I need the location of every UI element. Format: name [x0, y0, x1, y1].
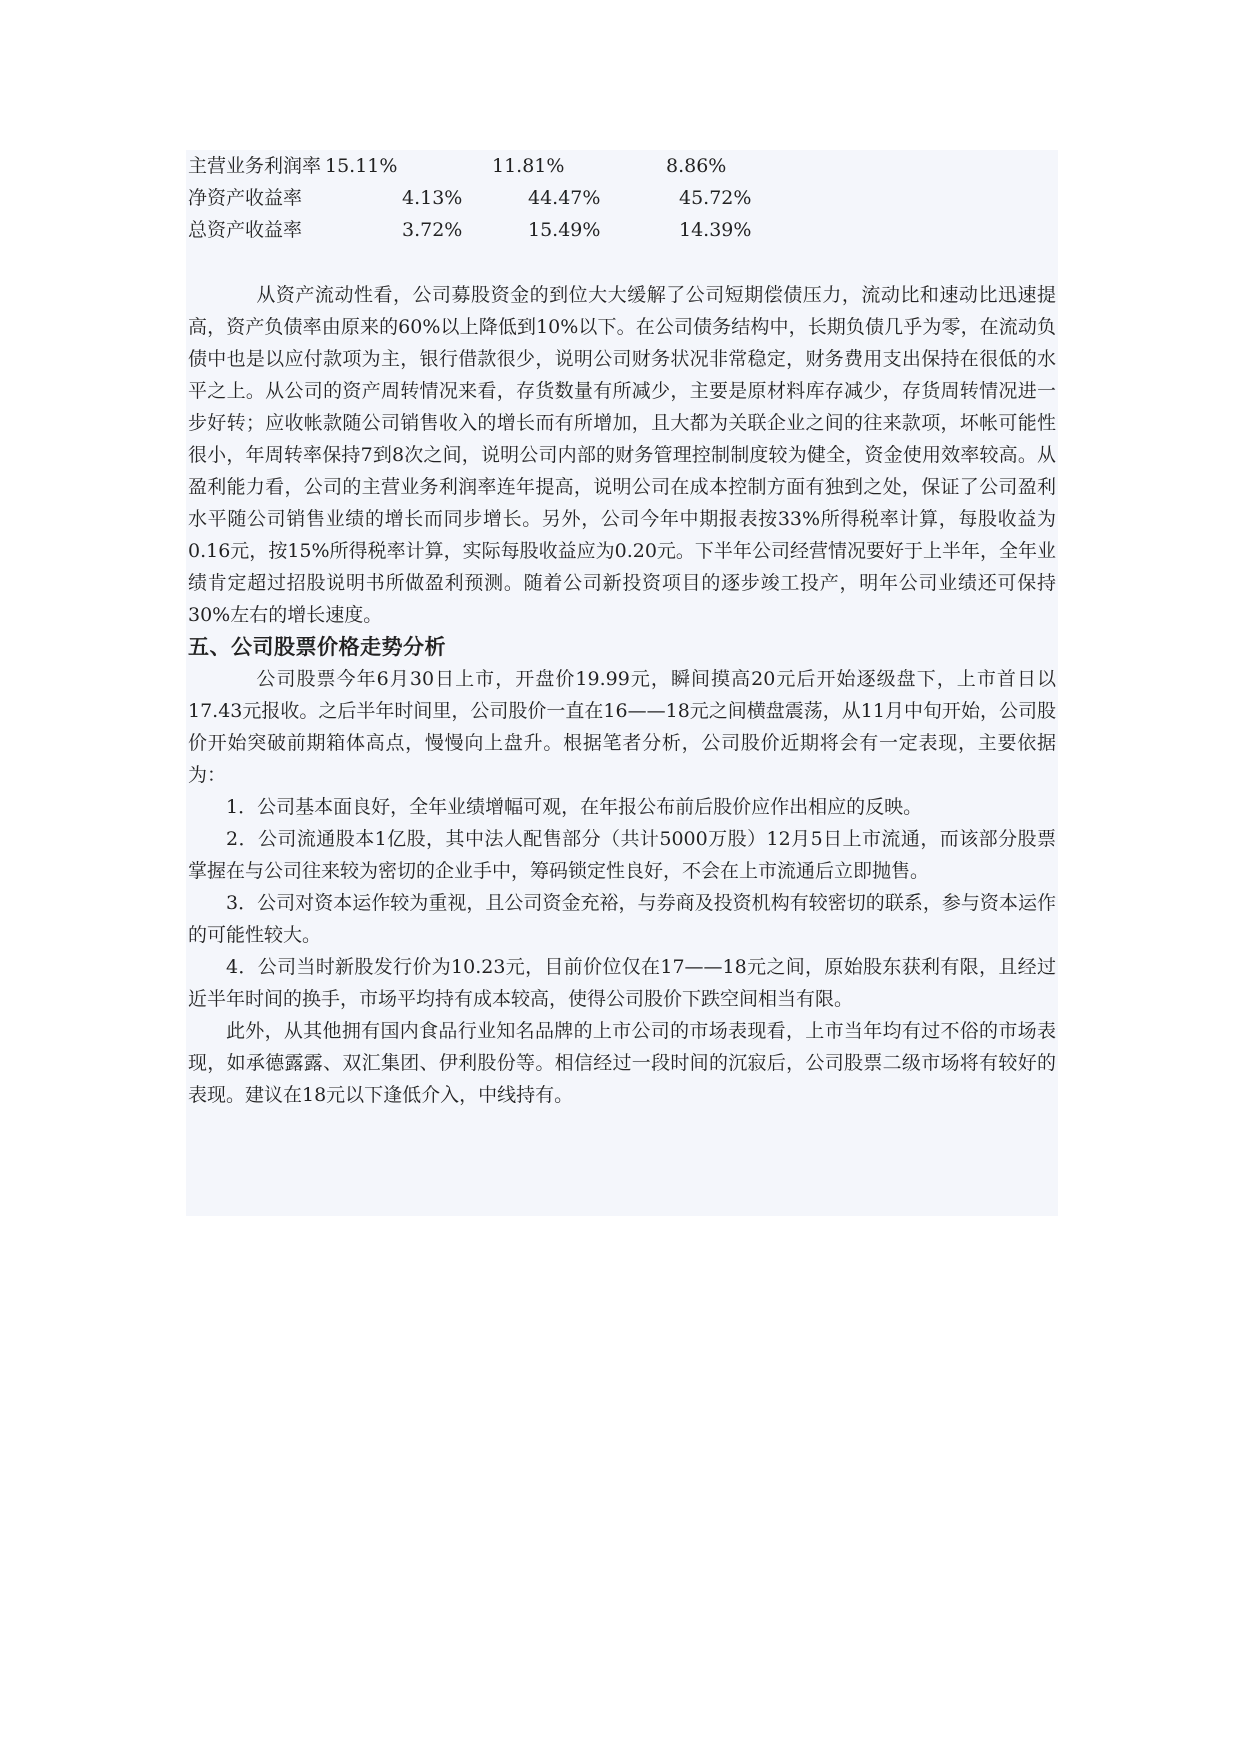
metrics-table [188, 150, 1056, 246]
metric-value: 11.81% [492, 155, 565, 177]
list-item: 2．公司流通股本1亿股，其中法人配售部分（共计5000万股）12月5日上市流通，而该部分股票掌握在与公司往来较为密切的企业手中，筹码锁定性良好，不会在上市流通后立即抛售。 [188, 828, 1056, 882]
metric-label: 净资产收益率 [188, 187, 303, 209]
metric-value: 3.72% [402, 219, 463, 241]
metric-label: 主营业务利润率 [188, 155, 322, 177]
list-item: 3．公司对资本运作较为重视，且公司资金充裕，与券商及投资机构有较密切的联系，参与资本运作的可能性较大。 [188, 892, 1056, 946]
list-item: 4．公司当时新股发行价为10.23元，目前价位仅在17——18元之间，原始股东获利有限，且经过近半年时间的换手，市场平均持有成本较高，使得公司股价下跌空间相当有限。 [188, 956, 1056, 1010]
metric-row [188, 182, 1056, 214]
document-body [188, 150, 1056, 1111]
paragraph-liquidity: 从资产流动性看，公司募股资金的到位大大缓解了公司短期偿债压力，流动比和速动比迅速提高，资产负债率由原来的60%以上降低到10%以下。在公司债务结构中，长期负债几乎为零，在流动负债中也是以应付款项为主，银行借款很少，说明公司财务状况非常稳定，财务费用支出保持在很低的水平之上。从公司的资产周转情况来看，存货数量有所减少，主要是原材料库存减少，存货周转情况进一步好转；应收帐款随公司销售收入的增长而有所增加，且大都为关联企业之间的往来款项，坏帐可能性很小，年周转率保持7到8次之间，说明公司内部的财务管理控制制度较为健全，资金使用效率较高。从盈利能力看，公司的主营业务利润率连年提高，说明公司在成本控制方面有独到之处，保证了公司盈利水平随公司销售业绩的增长而同步增长。另外，公司今年中期报表按33%所得税率计算，每股收益为0.16元，按15%所得税率计算，实际每股收益应为0.20元。下半年公司经营情况要好于上半年，全年业绩肯定超过招股说明书所做盈利预测。随着公司新投资项目的逐步竣工投产，明年公司业绩还可保持30%左右的增长速度。 [188, 284, 1056, 626]
metric-value: 14.39% [679, 219, 752, 241]
metric-value: 15.49% [528, 219, 601, 241]
list-item: 1．公司基本面良好，全年业绩增幅可观，在年报公布前后股价应作出相应的反映。 [226, 796, 923, 818]
metric-value: 44.47% [528, 187, 601, 209]
metric-label: 总资产收益率 [188, 219, 303, 241]
metric-value: 8.86% [666, 155, 727, 177]
metric-row [188, 150, 1056, 182]
metric-value: 15.11% [325, 155, 398, 177]
metric-value: 45.72% [679, 187, 752, 209]
metric-row [188, 214, 1056, 246]
paragraph-conclusion: 此外，从其他拥有国内食品行业知名品牌的上市公司的市场表现看，上市当年均有过不俗的市场表现，如承德露露、双汇集团、伊利股份等。相信经过一段时间的沉寂后，公司股票二级市场将有较好的表现。建议在18元以下逢低介入，中线持有。 [188, 1020, 1056, 1106]
section-heading: 五、公司股票价格走势分析 [188, 635, 446, 659]
paragraph-price: 公司股票今年6月30日上市，开盘价19.99元，瞬间摸高20元后开始逐级盘下，上市首日以17.43元报收。之后半年时间里，公司股价一直在16——18元之间横盘震荡，从11月中旬开始，公司股价开始突破前期箱体高点，慢慢向上盘升。根据笔者分析，公司股价近期将会有一定表现，主要依据为： [188, 668, 1056, 786]
metric-value: 4.13% [402, 187, 463, 209]
